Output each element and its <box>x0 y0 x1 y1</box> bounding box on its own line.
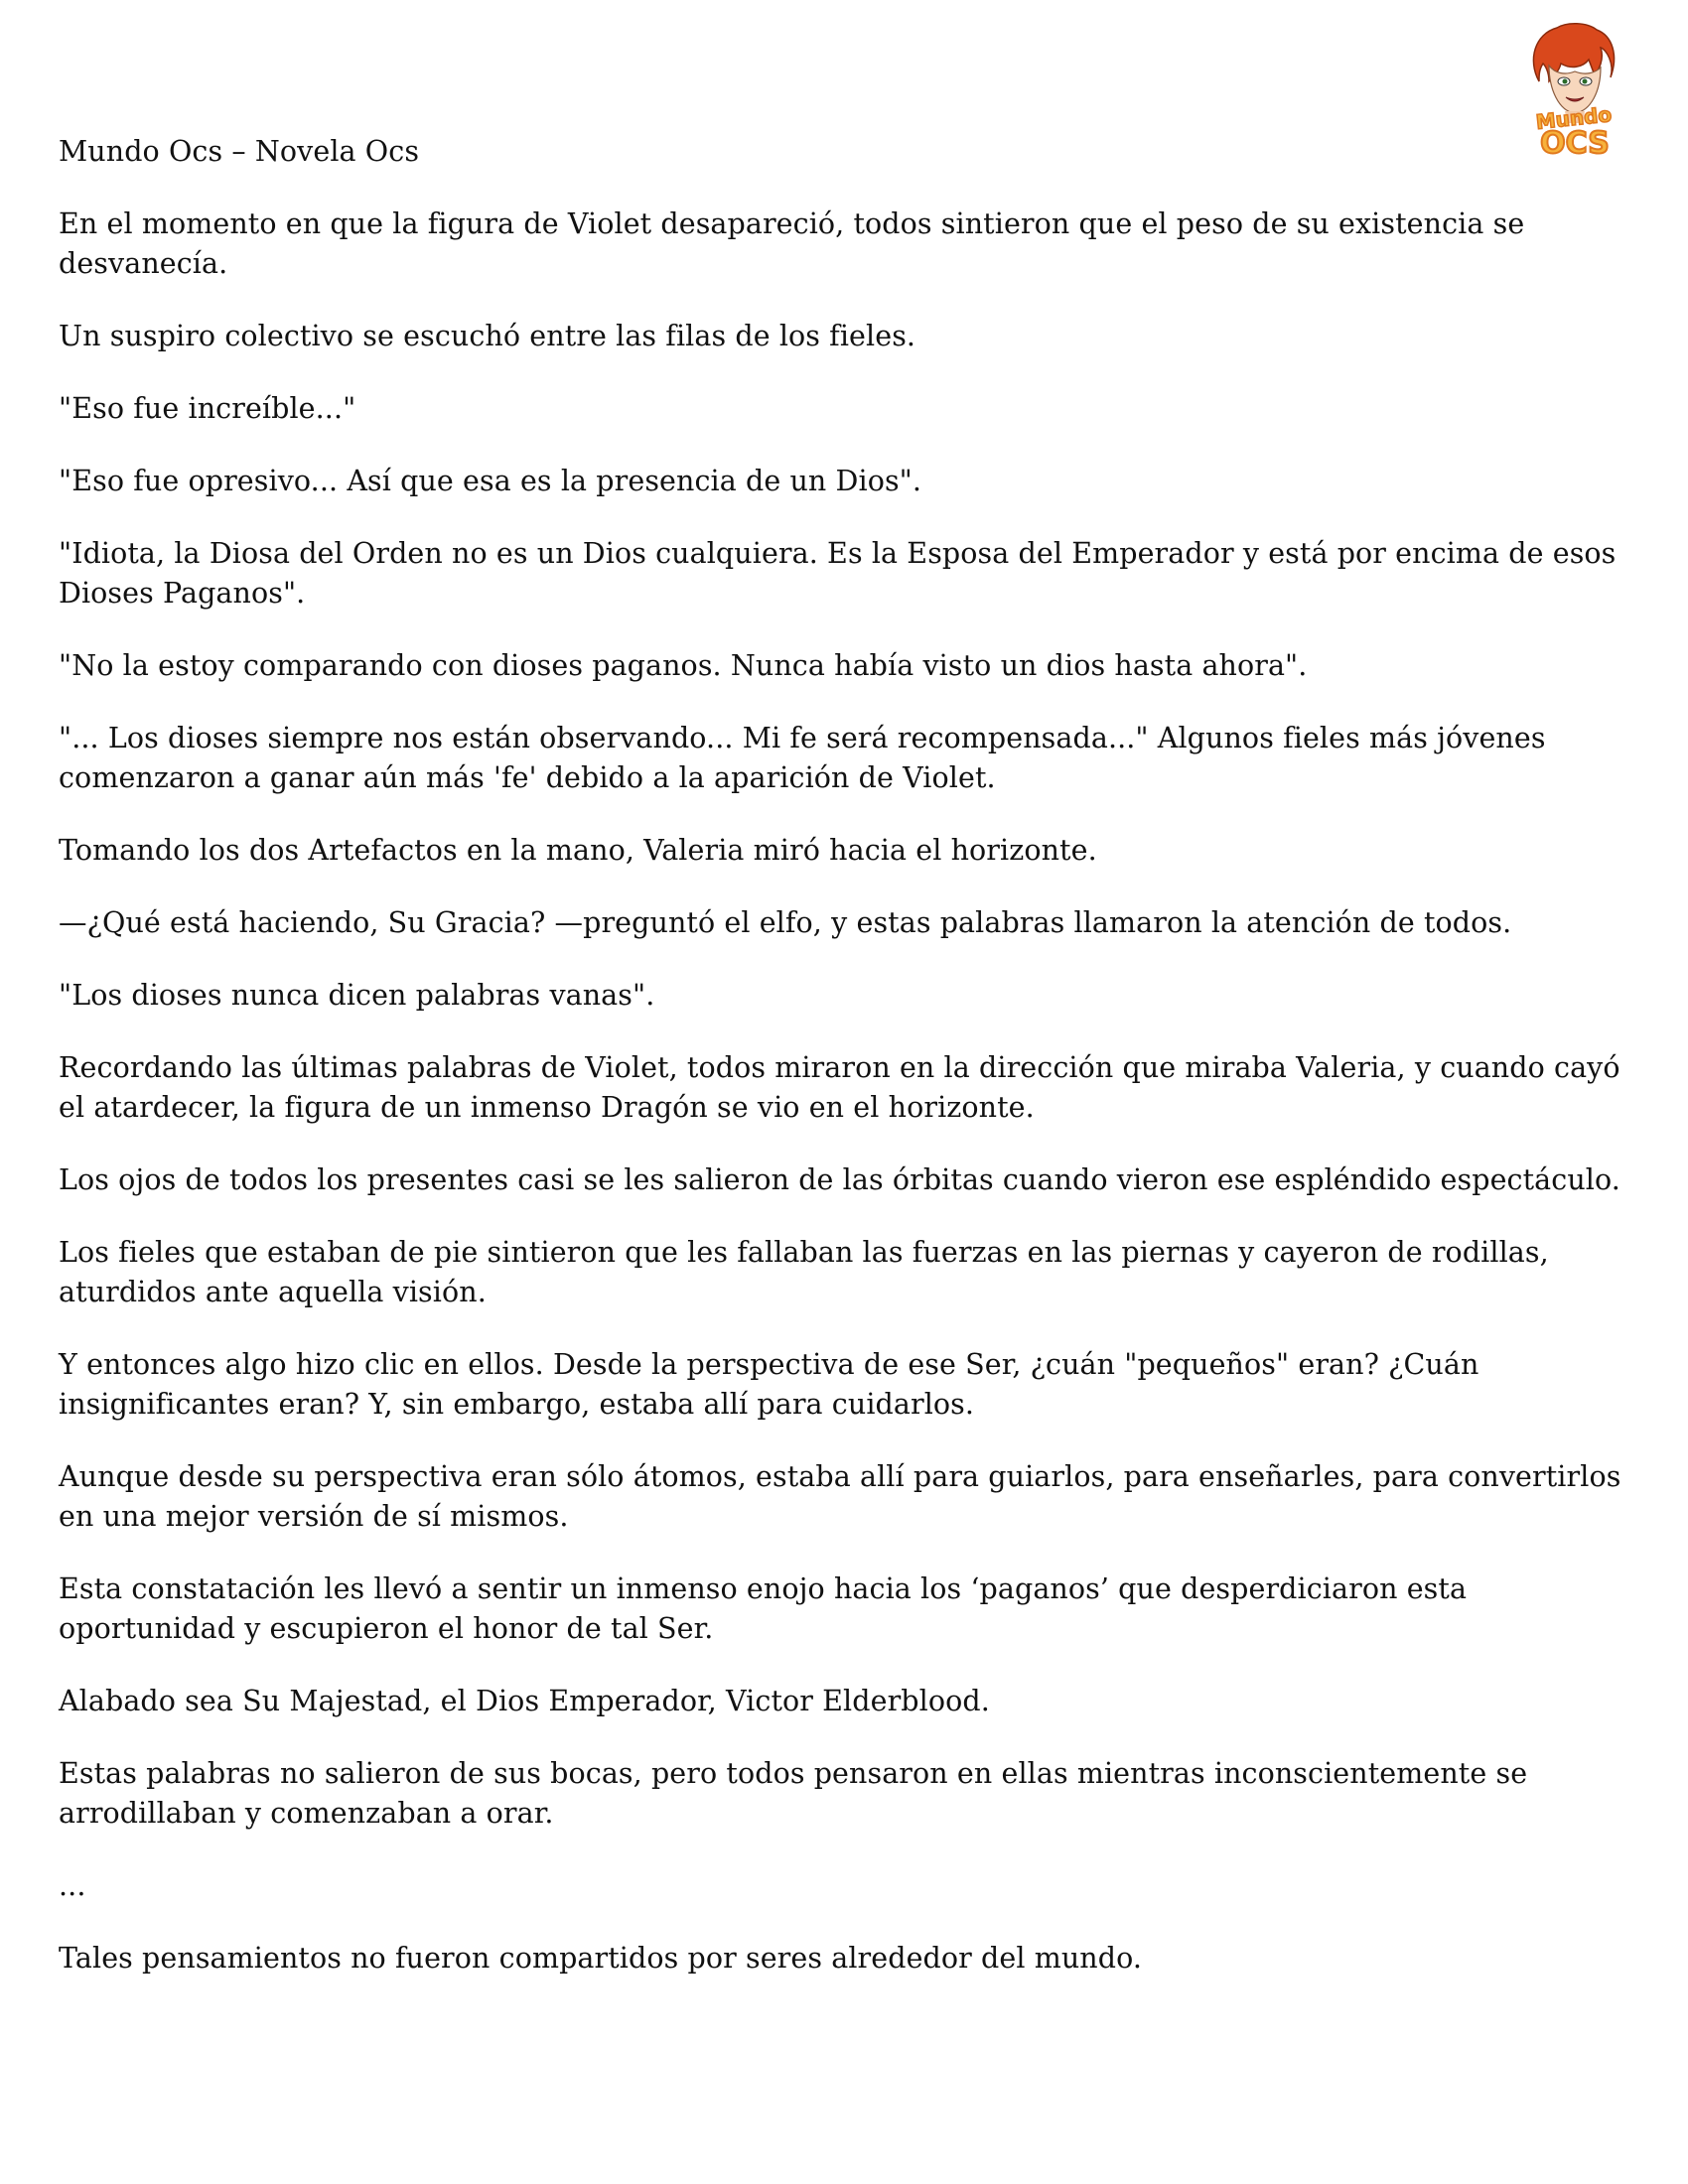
paragraph: Alabado sea Su Majestad, el Dios Emperador, Victor Elderblood. <box>59 1685 990 1717</box>
paragraph: "No la estoy comparando con dioses paganos. Nunca había visto un dios hasta ahora". <box>59 649 1308 682</box>
paragraph: Los fieles que estaban de pie sintieron que les fallaban las fuerzas en las piernas y cayeron de rodillas, aturdidos ante aquella visión. <box>59 1236 1549 1308</box>
paragraph: ... <box>59 1869 86 1902</box>
paragraph: Tomando los dos Artefactos en la mano, Valeria miró hacia el horizonte. <box>59 834 1097 867</box>
svg-text:Mundo: Mundo <box>1534 102 1614 134</box>
paragraph: "... Los dioses siempre nos están observando... Mi fe será recompensada..." Algunos fieles más jóvenes comenzaron a ganar aún más 'fe' debido a la aparición de Violet. <box>59 722 1546 794</box>
document-body <box>59 132 1647 2011</box>
paragraph: Los ojos de todos los presentes casi se les salieron de las órbitas cuando vieron ese espléndido espectáculo. <box>59 1163 1620 1196</box>
paragraph: Un suspiro colectivo se escuchó entre las filas de los fieles. <box>59 320 916 352</box>
paragraph: "Idiota, la Diosa del Orden no es un Dios cualquiera. Es la Esposa del Emperador y está por encima de esos Dioses Paganos". <box>59 537 1617 610</box>
paragraph: Y entonces algo hizo clic en ellos. Desde la perspectiva de ese Ser, ¿cuán "pequeños" eran? ¿Cuán insignificantes eran? Y, sin embargo, estaba allí para cuidarlos. <box>59 1348 1479 1421</box>
paragraph: En el momento en que la figura de Violet desapareció, todos sintieron que el peso de su existencia se desvanecía. <box>59 207 1525 280</box>
paragraph: Estas palabras no salieron de sus bocas, pero todos pensaron en ellas mientras inconscientemente se arrodillaban y comenzaban a orar. <box>59 1757 1528 1830</box>
paragraph: "Eso fue opresivo... Así que esa es la presencia de un Dios". <box>59 465 922 497</box>
paragraph: "Eso fue increíble..." <box>59 392 356 425</box>
paragraph: "Los dioses nunca dicen palabras vanas". <box>59 979 655 1012</box>
paragraph: Tales pensamientos no fueron compartidos por seres alrededor del mundo. <box>59 1942 1143 1975</box>
paragraph: Recordando las últimas palabras de Violet, todos miraron en la dirección que miraba Valeria, y cuando cayó el atardecer, la figura de un inmenso Dragón se vio en el horizonte. <box>59 1051 1620 1124</box>
paragraph: —¿Qué está haciendo, Su Gracia? —preguntó el elfo, y estas palabras llamaron la atención de todos. <box>59 906 1512 939</box>
paragraph: Aunque desde su perspectiva eran sólo átomos, estaba allí para guiarlos, para enseñarles, para convertirlos en una mejor versión de sí mismos. <box>59 1460 1621 1533</box>
svg-text:OCS: OCS <box>1540 126 1610 159</box>
document-header: Mundo Ocs – Novela Ocs <box>59 135 420 168</box>
paragraph: Esta constatación les llevó a sentir un inmenso enojo hacia los ‘paganos’ que desperdiciaron esta oportunidad y escupieron el honor de tal Ser. <box>59 1572 1468 1645</box>
